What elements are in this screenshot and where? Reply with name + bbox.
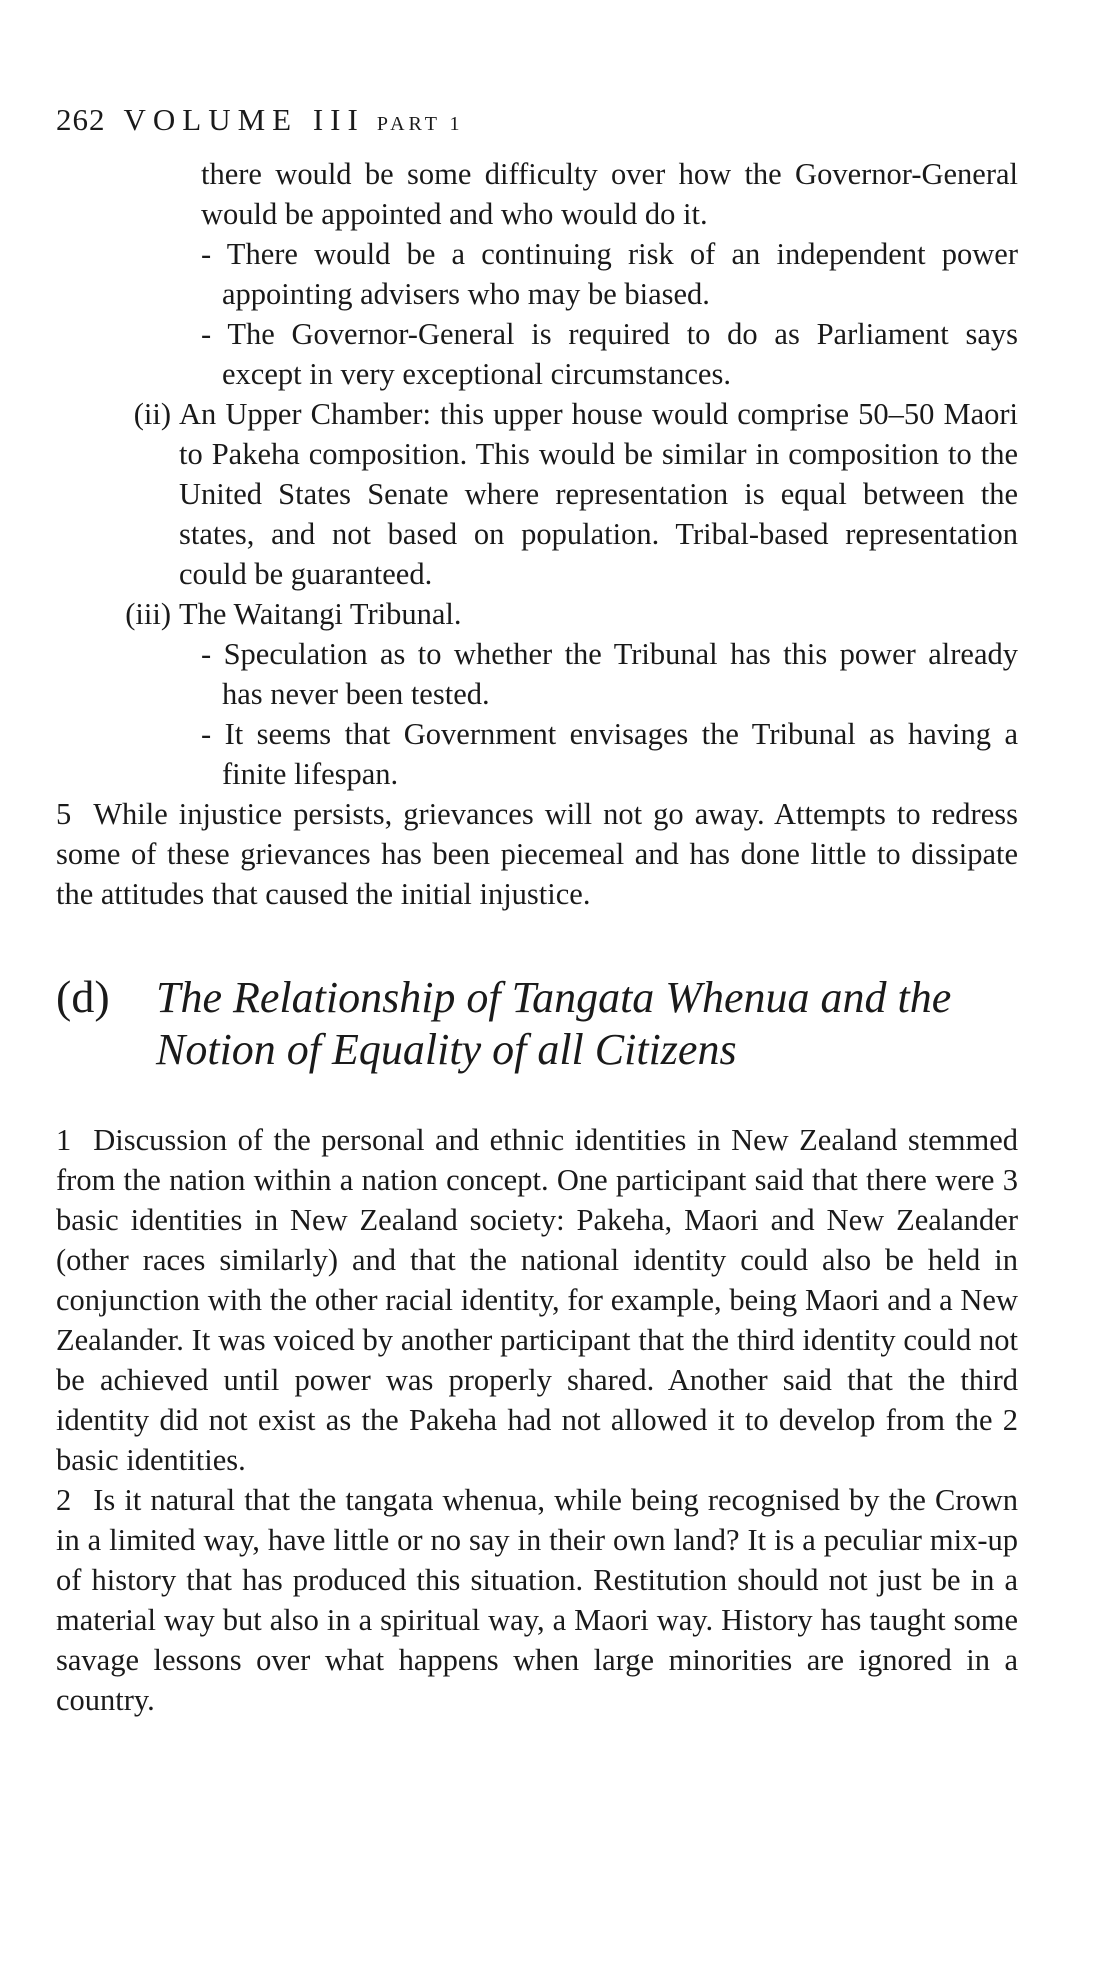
section-title-line: The Relationship of Tangata Whenua and the bbox=[156, 973, 952, 1022]
section-label: (d) bbox=[56, 971, 110, 1022]
list-item-text: An Upper Chamber: this upper house would comprise 50–50 Maori to Pakeha composition. This would be similar in composition to the United States Senate where representation is equal between the states, and not based on population. Tribal-based representation could be guaranteed. bbox=[179, 397, 1018, 591]
running-header bbox=[56, 100, 1018, 140]
paragraph-number: 1 bbox=[56, 1123, 72, 1157]
bullet-item: - Speculation as to whether the Tribunal has this power already has never been tested. bbox=[201, 637, 1018, 711]
section-title bbox=[156, 972, 951, 1076]
numbered-paragraph bbox=[56, 794, 1018, 914]
list-item-ii bbox=[56, 394, 1018, 594]
list-item-text: The Waitangi Tribunal. bbox=[179, 597, 462, 631]
numbered-paragraph bbox=[56, 1120, 1018, 1480]
volume-label: VOLUME III bbox=[123, 102, 365, 137]
bullet-item: - There would be a continuing risk of an independent power appointing advisers who may be biased. bbox=[201, 237, 1018, 311]
continued-text: there would be some difficulty over how the Governor-General would be appointed and who would do it. bbox=[201, 157, 1018, 231]
list-item-iii bbox=[56, 594, 1018, 634]
section-title-line: Notion of Equality of all Citizens bbox=[156, 1025, 737, 1074]
paragraph-number: 5 bbox=[56, 797, 72, 831]
list-marker: (ii) bbox=[133, 397, 171, 431]
book-page bbox=[56, 100, 1018, 1720]
bullet-item: - The Governor-General is required to do as Parliament says except in very exceptional circumstances. bbox=[201, 317, 1018, 391]
paragraph-number: 2 bbox=[56, 1483, 72, 1517]
paragraph-text: While injustice persists, grievances will not go away. Attempts to redress some of these grievances has been piecemeal and has done little to dissipate the attitudes that caused the initial injustice. bbox=[56, 797, 1018, 911]
bullet-item: - It seems that Government envisages the Tribunal as having a finite lifespan. bbox=[201, 717, 1018, 791]
paragraph-text: Discussion of the personal and ethnic identities in New Zealand stemmed from the nation within a nation concept. One participant said that there were 3 basic identities in New Zealand society: Pakeha, Maori and New Zealander (other races similarly) and that the national identity could also be held in conjunction with the other racial identity, for example, being Maori and a New Zealander. It was voiced by another participant that the third identity could not be achieved until power was properly shared. Another said that the third identity did not exist as the Pakeha had not allowed it to develop from the 2 basic identities. bbox=[56, 1123, 1018, 1477]
page-number: 262 bbox=[56, 102, 106, 137]
numbered-paragraph bbox=[56, 1480, 1018, 1720]
list-marker: (iii) bbox=[125, 597, 171, 631]
paragraph-text: Is it natural that the tangata whenua, while being recognised by the Crown in a limited way, have little or no say in their own land? It is a peculiar mix-up of history that has produced this situation. Restitution should not just be in a material way but also in a spiritual way, a Maori way. History has taught some savage lessons over what happens when large minorities are ignored in a country. bbox=[56, 1483, 1018, 1717]
section-heading bbox=[56, 972, 1018, 1072]
part-label: PART 1 bbox=[376, 113, 464, 135]
